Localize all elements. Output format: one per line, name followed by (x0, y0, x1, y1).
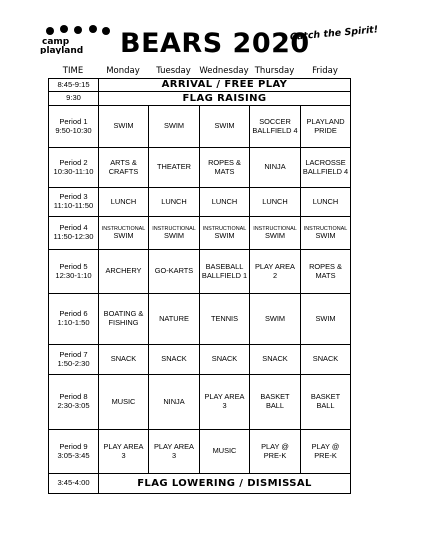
activity-cell (200, 217, 250, 250)
cell-text-line: Period 2 (59, 157, 88, 167)
cell-text-line: Period 3 (59, 192, 88, 202)
cell-text-line: BASEBALL (205, 261, 244, 271)
cell-text-line: PRE-K (314, 450, 337, 460)
time-cell (49, 474, 99, 494)
activity-cell (149, 217, 200, 250)
cell-text-line: ROPES & (208, 157, 241, 167)
cell-text-line: 1:50-2:30 (57, 358, 90, 368)
cell-text-line: Period 6 (59, 309, 88, 319)
table-row (49, 430, 351, 474)
activity-cell (301, 250, 351, 294)
cell-text-line: PLAY AREA (255, 261, 295, 271)
cell-text-line: Period 5 (59, 261, 88, 271)
cell-text-line: SWIM (214, 230, 235, 240)
cell-text-line: 3 (222, 401, 227, 410)
cell-text-line: SNACK (312, 354, 339, 364)
cell-text-line: PLAY @ (261, 441, 289, 451)
activity-cell (99, 430, 149, 474)
activity-cell (250, 250, 301, 294)
activity-cell (250, 294, 301, 345)
cell-text-line: LACROSSE (305, 157, 346, 167)
activity-cell (149, 375, 200, 430)
time-cell (49, 79, 99, 92)
logo-text-2: playland (40, 46, 84, 54)
cell-text-line: PRIDE (314, 125, 337, 135)
cell-text-line: SWIM (315, 313, 336, 323)
full-width-activity: ARRIVAL / FREE PLAY (99, 79, 351, 92)
cell-text-line: GO-KARTS (154, 266, 194, 276)
column-header-time: TIME (62, 66, 84, 76)
cell-text-line: ROPES & (309, 261, 342, 271)
cell-text-line: BALLFIELD 4 (252, 125, 298, 135)
cell-text-line: 2:30-3:05 (57, 401, 90, 410)
cell-text-line: LUNCH (262, 196, 288, 206)
cell-text-line: NINJA (163, 396, 185, 406)
cell-text-line: 10:30-11:10 (53, 166, 94, 176)
time-cell (49, 375, 99, 430)
cell-text-line: BASKET (260, 392, 290, 402)
cell-text-line: MATS (214, 166, 235, 176)
time-cell (49, 345, 99, 375)
cell-text-line: BOATING & (103, 309, 144, 319)
activity-cell (200, 250, 250, 294)
column-header-thursday: Thursday (254, 66, 295, 76)
column-header-monday: Monday (106, 66, 140, 76)
cell-text-line: MATS (315, 270, 336, 280)
activity-cell (149, 294, 200, 345)
cell-text-line: BASKET (310, 392, 341, 402)
time-cell (49, 430, 99, 474)
cell-text-line: SWIM (163, 230, 185, 240)
time-cell (49, 217, 99, 250)
column-header-tuesday: Tuesday (156, 66, 191, 76)
cell-text-line: SNACK (262, 354, 288, 364)
cell-text-line: NINJA (264, 162, 286, 172)
cell-text-line: SWIM (113, 230, 134, 240)
activity-cell (99, 106, 149, 148)
activity-cell (200, 188, 250, 217)
cell-text-line: 9:50-10:30 (55, 125, 92, 135)
cell-text-line: PLAYLAND (306, 116, 345, 126)
cell-text-line: 8:45-9:15 (57, 79, 90, 89)
cell-text-line: PLAY @ (311, 441, 340, 451)
activity-cell (301, 148, 351, 188)
activity-cell (301, 188, 351, 217)
cell-text-line: INSTRUCTIONAL (303, 225, 348, 232)
cell-text-line: INSTRUCTIONAL (253, 225, 297, 232)
schedule-table (48, 78, 351, 494)
tagline: Catch the Spirit! (289, 24, 379, 43)
activity-cell (99, 375, 149, 430)
cell-text-line: MUSIC (212, 446, 237, 456)
cell-text-line: SWIM (113, 121, 134, 131)
full-width-activity: FLAG LOWERING / DISMISSAL (99, 474, 351, 494)
cell-text-line: 3 (171, 450, 177, 460)
activity-cell (301, 375, 351, 430)
cell-text-line: TENNIS (210, 313, 239, 323)
table-row (49, 345, 351, 375)
activity-cell (200, 375, 250, 430)
cell-text-line: LUNCH (110, 196, 137, 206)
cell-text-line: PLAY AREA (103, 441, 144, 451)
time-cell (49, 148, 99, 188)
cell-text-line: LUNCH (211, 196, 238, 206)
camp-playland-logo-icon (38, 24, 116, 54)
activity-cell (200, 294, 250, 345)
cell-text-line: SWIM (163, 121, 185, 131)
activity-cell (301, 217, 351, 250)
cell-text-line: 1:10-1:50 (57, 318, 90, 327)
cell-text-line: 11:10-11:50 (53, 201, 94, 210)
activity-cell (250, 188, 301, 217)
cell-text-line: ARTS & (110, 157, 137, 167)
activity-cell (99, 294, 149, 345)
activity-cell (99, 250, 149, 294)
page-header (0, 0, 424, 64)
cell-text-line: INSTRUCTIONAL (101, 225, 146, 232)
cell-text-line: CRAFTS (108, 166, 139, 176)
page-title: BEARS 2020 (120, 28, 310, 59)
activity-cell (250, 217, 301, 250)
time-cell (49, 250, 99, 294)
column-headers (48, 66, 350, 78)
cell-text-line: INSTRUCTIONAL (152, 225, 196, 232)
cell-text-line: SWIM (264, 313, 286, 323)
cell-text-line: 9:30 (66, 93, 81, 103)
table-row (49, 294, 351, 345)
activity-cell (200, 106, 250, 148)
cell-text-line: SWIM (315, 230, 336, 240)
cell-text-line: LUNCH (161, 196, 187, 206)
cell-text-line: 3:45-4:00 (57, 478, 90, 488)
cell-text-line: SNACK (161, 354, 187, 364)
cell-text-line: Period 7 (59, 349, 88, 359)
cell-text-line: SNACK (211, 354, 238, 364)
cell-text-line: BALL (265, 401, 285, 410)
table-row (49, 148, 351, 188)
activity-cell (301, 294, 351, 345)
cell-text-line: NATURE (159, 313, 189, 323)
cell-text-line: SOCCER (259, 116, 291, 126)
cell-text-line: BALLFIELD 1 (201, 270, 248, 280)
activity-cell (149, 250, 200, 294)
activity-cell (149, 106, 200, 148)
cell-text-line: LUNCH (312, 196, 339, 206)
cell-text-line: THEATER (157, 162, 191, 172)
activity-cell (200, 345, 250, 375)
cell-text-line: SWIM (264, 230, 286, 240)
cell-text-line: SNACK (110, 354, 137, 364)
activity-cell (99, 217, 149, 250)
cell-text-line: PLAY AREA (204, 392, 245, 402)
cell-text-line: BALLFIELD 4 (302, 166, 349, 176)
activity-cell (250, 430, 301, 474)
table-row (49, 188, 351, 217)
time-cell (49, 106, 99, 148)
activity-cell (99, 148, 149, 188)
activity-cell (200, 430, 250, 474)
table-row (49, 217, 351, 250)
time-cell (49, 294, 99, 345)
column-header-friday: Friday (312, 66, 338, 76)
cell-text-line: ARCHERY (105, 266, 142, 276)
cell-text-line: Period 4 (59, 223, 88, 233)
activity-cell (149, 188, 200, 217)
cell-text-line: BALL (316, 401, 335, 410)
activity-cell (250, 375, 301, 430)
table-row (49, 106, 351, 148)
activity-cell (149, 148, 200, 188)
cell-text-line: 3:05-3:45 (57, 450, 90, 460)
activity-cell (301, 106, 351, 148)
cell-text-line: SWIM (214, 121, 235, 131)
cell-text-line: Period 8 (59, 392, 88, 402)
table-row (49, 375, 351, 430)
cell-text-line: Period 9 (59, 441, 88, 451)
activity-cell (149, 430, 200, 474)
cell-text-line: 11:50-12:30 (53, 232, 94, 241)
time-cell (49, 92, 99, 106)
column-header-wednesday: Wednesday (199, 66, 249, 76)
activity-cell (301, 430, 351, 474)
time-cell (49, 188, 99, 217)
cell-text-line: PRE-K (263, 450, 287, 460)
cell-text-line: MUSIC (111, 396, 136, 406)
table-row (49, 92, 351, 106)
activity-cell (99, 188, 149, 217)
cell-text-line: 3 (121, 450, 126, 460)
table-row (49, 79, 351, 92)
activity-cell (149, 345, 200, 375)
activity-cell (301, 345, 351, 375)
table-row (49, 250, 351, 294)
activity-cell (250, 106, 301, 148)
cell-text-line: PLAY AREA (154, 441, 194, 451)
activity-cell (250, 148, 301, 188)
cell-text-line: 12:30-1:10 (55, 270, 92, 280)
cell-text-line: 2 (272, 270, 278, 280)
cell-text-line: INSTRUCTIONAL (202, 225, 247, 232)
table-row (49, 474, 351, 494)
activity-cell (99, 345, 149, 375)
cell-text-line: FISHING (108, 318, 139, 327)
activity-cell (250, 345, 301, 375)
cell-text-line: Period 1 (59, 116, 88, 126)
activity-cell (200, 148, 250, 188)
full-width-activity: FLAG RAISING (99, 92, 351, 106)
logo-text-1: camp (42, 37, 70, 47)
